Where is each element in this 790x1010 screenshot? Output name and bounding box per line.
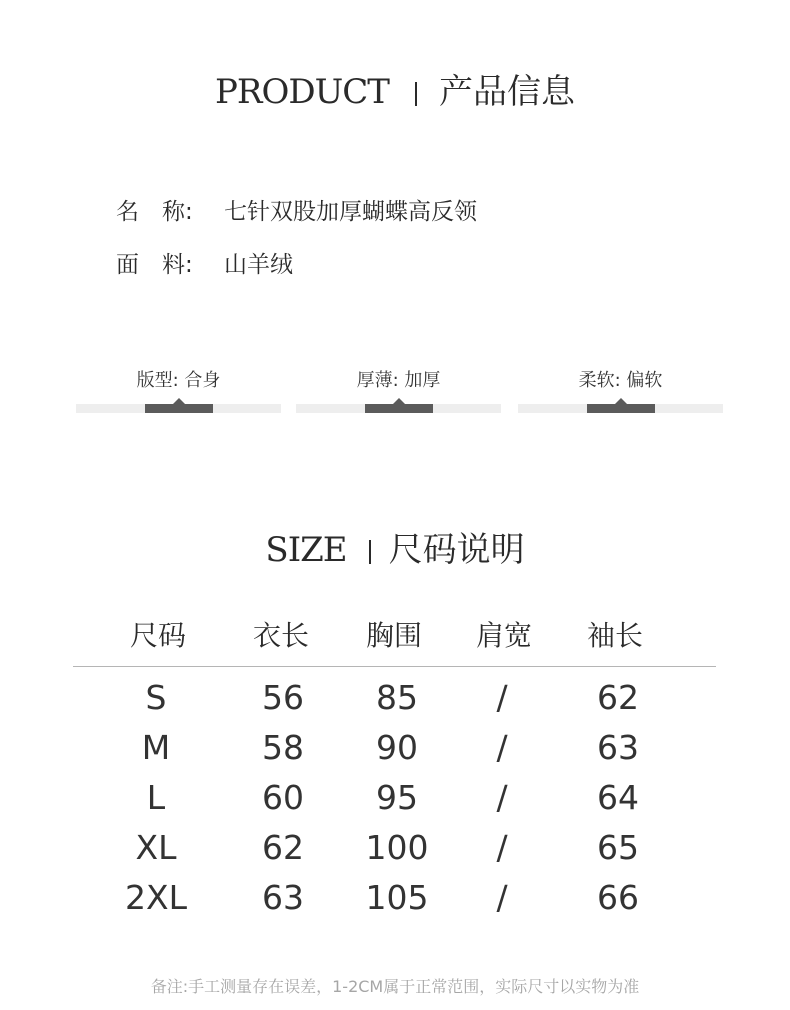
- table-cell: /: [496, 778, 508, 817]
- table-header-chest: 胸围: [365, 619, 422, 652]
- table-cell: 58: [262, 728, 304, 767]
- table-cell: 95: [376, 778, 418, 817]
- attribute-fit-fill: [145, 404, 213, 413]
- table-header-size: 尺码: [129, 619, 186, 652]
- product-name-row: [116, 193, 477, 226]
- table-cell: /: [496, 728, 508, 767]
- table-cell: 100: [365, 828, 429, 867]
- product-section-title: [0, 64, 790, 113]
- size-title-en: SIZE: [265, 530, 347, 570]
- table-cell: 105: [365, 878, 429, 917]
- attribute-softness-marker: [615, 398, 627, 404]
- table-header-shoulder: 肩宽: [475, 619, 532, 652]
- product-title-en: PRODUCT: [215, 72, 389, 112]
- attribute-fit-marker: [173, 398, 185, 404]
- attribute-softness: [518, 366, 723, 416]
- table-cell: 64: [597, 778, 639, 817]
- table-cell: 63: [597, 728, 639, 767]
- attribute-thickness-marker: [393, 398, 405, 404]
- table-cell: L: [146, 778, 166, 817]
- table-cell: /: [496, 878, 508, 917]
- table-cell: S: [145, 678, 167, 717]
- attribute-thickness-label: 厚薄: 加厚: [356, 370, 441, 391]
- table-cell: 62: [262, 828, 304, 867]
- title-separator: [415, 82, 417, 106]
- attribute-softness-fill: [587, 404, 655, 413]
- table-cell: M: [141, 728, 171, 767]
- table-cell: 90: [376, 728, 418, 767]
- size-section-title: [0, 522, 790, 571]
- table-cell: 56: [262, 678, 304, 717]
- table-cell: 85: [376, 678, 418, 717]
- table-header-length: 衣长: [252, 619, 309, 652]
- table-cell: 63: [262, 878, 304, 917]
- attribute-thickness: [296, 366, 501, 416]
- attribute-fit: [76, 366, 281, 416]
- product-fabric-row: [116, 246, 293, 279]
- attribute-thickness-fill: [365, 404, 433, 413]
- attribute-softness-label: 柔软: 偏软: [578, 370, 663, 391]
- table-cell: 65: [597, 828, 639, 867]
- table-cell: XL: [135, 828, 177, 867]
- table-cell: 66: [597, 878, 639, 917]
- table-header-sleeve: 袖长: [586, 619, 643, 652]
- product-fabric-label: 面 料:: [116, 252, 193, 278]
- attribute-fit-label: 版型: 合身: [136, 370, 221, 391]
- product-name-label: 名 称:: [116, 199, 193, 225]
- size-title-zh: 尺码说明: [388, 530, 525, 570]
- table-cell: /: [496, 678, 508, 717]
- table-cell: 62: [597, 678, 639, 717]
- product-fabric-value: 山羊绒: [224, 252, 293, 278]
- table-cell: 60: [262, 778, 304, 817]
- table-cell: 2XL: [125, 878, 187, 917]
- product-name-value: 七针双股加厚蝴蝶高反领: [224, 199, 477, 225]
- title-separator: [369, 540, 371, 564]
- measurement-footnote: 备注:手工测量存在误差，1-2CM属于正常范围，实际尺寸以实物为准: [150, 977, 640, 996]
- product-title-zh: 产品信息: [438, 72, 575, 112]
- table-divider: [73, 666, 716, 667]
- table-cell: /: [496, 828, 508, 867]
